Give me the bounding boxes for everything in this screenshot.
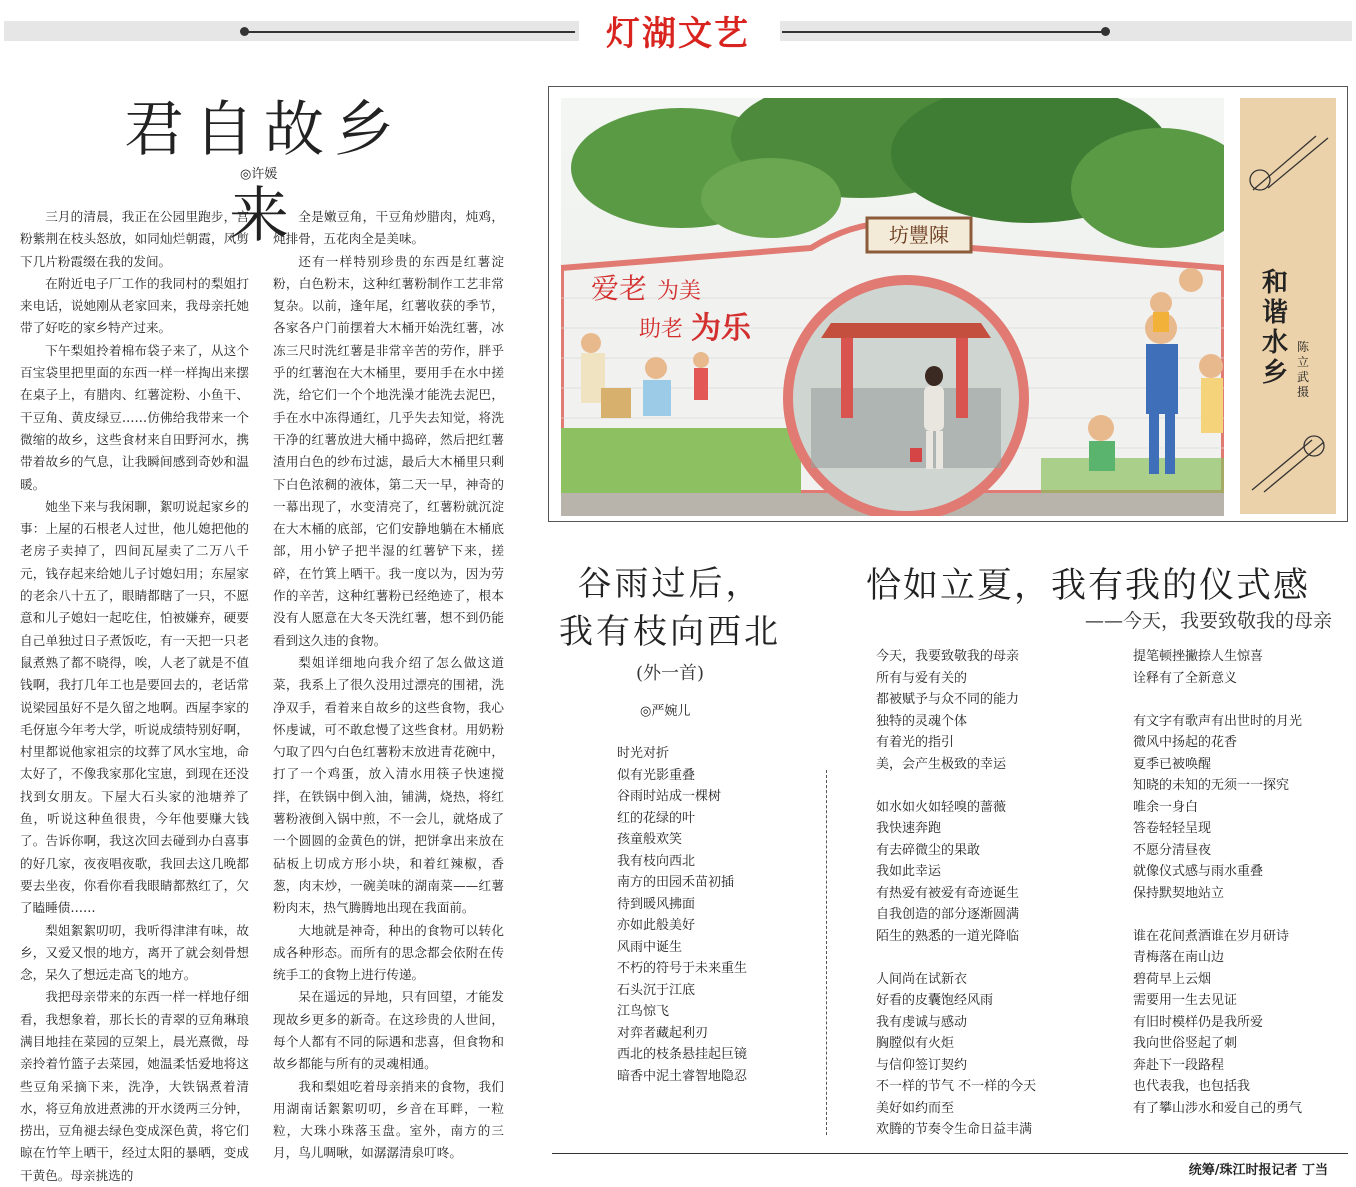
poem-line: 美，会产生极致的幸运 (876, 756, 1007, 772)
poem-line: 有热爱有被爱有奇迹诞生 (876, 885, 1020, 901)
poem-line: 自我创造的部分逐渐圆满 (876, 907, 1020, 922)
paragraph: 梨姐絮絮叨叨，我听得津津有味，故乡，又爱又恨的地方，离开了就会刻骨想念，呆久了想远走高飞的地方。 (20, 922, 249, 983)
poem-line: 保持默契地站立 (1133, 885, 1225, 901)
poem-line: 不朽的符号于未来重生 (617, 961, 748, 976)
sign-plaque-text: 坊豐陳 (889, 223, 949, 247)
poem-line: 西北的枝条悬挂起巨镜 (617, 1047, 748, 1062)
poem1-title-line1: 谷雨过后， (577, 564, 763, 604)
paragraph: 她坐下来与我闲聊，絮叨说起家乡的事：上屋的石根老人过世，他儿媳把他的老房子卖掉了，四间瓦屋卖了二万八千元，钱存起来给她儿子讨媳妇用；东屋家的老余八十五了，眼睛都瞎了一只，不愿意和儿子媳妇一起吃住，怕被嫌弃，硬要自己单独过日子煮饭吃，有一天把一只老鼠煮熟了都不晓得，唉，人老了就是不值钱啊，我打几年工也是要回去的，老话常说梁园虽好不是久留之地啊。西屋李家的毛伢崽今年考大学，听说成绩特别好啊，村里都说他家祖宗的坟葬了风水宝地，命太好了，不像我家那化宝崽，到现在还没找到女朋友。下屋大石头家的池塘养了鱼，听说这种鱼很贵，今年他要赚大钱了。告诉你啊，我这次回去碰到办白喜事的好几家，夜夜唱夜歌，我回去这几晚都要去坐夜，你看你看我眼睛都熬红了，欠了瞌睡债…… (20, 498, 249, 916)
mural-text-1: 爱老 (591, 272, 648, 305)
poem-line: 我如此幸运 (876, 864, 942, 879)
poem-line: 似有光影重叠 (617, 767, 696, 783)
poem1-title-line2: 我有枝向西北 (559, 612, 781, 652)
header-dot-right (1101, 27, 1110, 36)
stanza-gap (876, 947, 1036, 969)
poem-line: 亦如此般美好 (617, 918, 696, 933)
poem-line: 好看的皮囊饱经风雨 (876, 993, 994, 1008)
caption-decoration-bottom (1248, 428, 1330, 498)
paragraph: 三月的清晨，我正在公园里跑步，宫粉紫荆在枝头怒放，如同灿烂朝霞，风剪下几片粉霞缀在我的发间。 (20, 209, 249, 269)
photo-caption-author: 陈立武摄 (1296, 340, 1309, 399)
article-byline: ◎许媛 (240, 167, 278, 182)
poem-line: 对弈者藏起利刃 (617, 1025, 709, 1041)
poem-line: 答卷轻轻呈现 (1133, 821, 1212, 836)
poem-line: 江鸟惊飞 (617, 1004, 670, 1019)
photo-gate-mural (561, 98, 1224, 516)
paragraph: 我和梨姐吃着母亲捎来的食物，我们用湖南话絮絮叨叨，乡音在耳畔，一粒粒，大珠小珠落玉盘。室外，南方的三月，鸟儿啁啾，如潺潺清泉叮咚。 (273, 1078, 504, 1161)
article-column-1 (20, 206, 249, 1187)
poem-line: 夏季已被唤醒 (1133, 756, 1212, 772)
poem1-subtitle: (外一首) (635, 663, 705, 684)
poem-line: 时光对折 (617, 746, 670, 761)
poem-line: 独特的灵魂个体 (876, 713, 968, 729)
header-rule-left (245, 31, 575, 33)
poem-line: 唯余一身白 (1133, 799, 1199, 815)
poem-line: 有着光的指引 (876, 735, 955, 750)
poem-line: 我快速奔跑 (876, 821, 942, 836)
poem-line: 也代表我，也包括我 (1133, 1079, 1251, 1094)
paragraph: 全是嫩豆角，干豆角炒腊肉，炖鸡，炖排骨，五花肉全是美味。 (273, 209, 504, 247)
mural-text-2: 为美 (657, 279, 702, 304)
poem-line: 如水如火如轻嗅的蔷薇 (876, 799, 1007, 815)
footer-rule (552, 1153, 1348, 1154)
caption-decoration-top (1248, 128, 1330, 198)
poem-line: 谁在花间煮酒谁在岁月研诗 (1133, 928, 1290, 944)
poem2-title: 恰如立夏，我有我的仪式感 (865, 566, 1310, 606)
paragraph: 梨姐详细地向我介绍了怎么做这道菜，我系上了很久没用过漂亮的围裙，洗净双手，看着来自故乡的这些食物，我心怀虔诚，可不敢怠慢了这些食材。用奶粉勺取了四勺白色红薯粉末放进青花碗中，打了一个鸡蛋，放入清水用筷子快速搅拌，在铁锅中倒入油，铺满，烧热，将红薯粉液倒入锅中煎，不一会儿，就烙成了一个圆圆的金黄色的饼，把饼拿出来放在砧板上切成方形小块，和着红辣椒，香葱，肉末炒，一碗美味的湖南菜——红薯粉肉末，热气腾腾地出现在我面前。 (273, 654, 504, 916)
header-dot-left (240, 27, 249, 36)
poem2-column-1 (876, 646, 1036, 1141)
poem-line: 美好如约而至 (876, 1100, 955, 1116)
poem-line: 风雨中诞生 (617, 939, 683, 955)
poem-line: 奔赴下一段路程 (1133, 1057, 1225, 1073)
paragraph: 大地就是神奇，种出的食物可以转化成各种形态。而所有的思念都会依附在传统手工的食物上进行传递。 (273, 922, 504, 983)
stanza-gap (876, 775, 1036, 797)
poem-line: 有了攀山涉水和爱自己的勇气 (1133, 1100, 1303, 1116)
poem-line: 知晓的未知的无须一一探究 (1133, 778, 1290, 793)
poem-line: 我向世俗竖起了刺 (1133, 1036, 1238, 1051)
mural-text-3: 助老 (639, 317, 684, 342)
stanza-gap (1133, 904, 1302, 926)
poem-line: 陌生的熟悉的一道光降临 (876, 928, 1020, 944)
poem-line: 我有虔诚与感动 (876, 1014, 968, 1030)
poem-line: 暗香中泥土睿智地隐忍 (617, 1068, 748, 1084)
poem-line: 有文字有歌声有出世时的月光 (1133, 713, 1303, 729)
poem-line: 今天，我要致敬我的母亲 (876, 649, 1020, 664)
article-title: 君自故乡来 (124, 95, 404, 251)
paragraph: 还有一样特别珍贵的东西是红薯淀粉，白色粉末，这种红薯粉制作工艺非常复杂。以前，逢年尾，红薯收获的季节，各家各户门前摆着大木桶开始洗红薯，冰冻三尺时洗红薯是非常辛苦的劳作，胖乎乎的红薯泡在大木桶里，要用手在水中搓洗，给它们一个个地洗澡才能洗去泥巴，手在水中冻得通红，几乎失去知觉，将洗干净的红薯放进大桶中捣碎，然后把红薯渣用白色的纱布过滤，最后大木桶里只剩下白色浓稠的液体，第二天一早，神奇的一幕出现了，水变清亮了，红薯粉就沉淀在大木桶的底部，它们安静地躺在木桶底部，用小铲子把半湿的红薯铲下来，搓碎，在竹箕上晒干。我一度以为，因为劳作的辛苦，这种红薯粉已经绝迹了，根本没有人愿意在大冬天洗红薯，想不到仍能看到这久违的食物。 (273, 253, 504, 648)
section-title: 灯湖文艺 (606, 14, 750, 54)
poem-line: 提笔顿挫撇捺人生惊喜 (1133, 649, 1264, 664)
poem-line: 胸膛似有火炬 (876, 1036, 955, 1051)
poem-line: 孩童般欢笑 (617, 832, 683, 847)
poem2-subtitle: ——今天，我要致敬我的母亲 (1084, 610, 1332, 632)
article-column-2 (273, 206, 504, 1165)
poem-line: 与信仰签订契约 (876, 1057, 968, 1073)
poem-line: 所有与爱有关的 (876, 670, 968, 686)
paragraph: 下午梨姐拎着棉布袋子来了，从这个百宝袋里把里面的东西一样一样掏出来摆在桌子上，有腊肉、红薯淀粉、小鱼干、干豆角、黄皮绿豆……仿佛给我带来一个微缩的故乡，这些食材来自田野河水，携带着故乡的气息，让我瞬间感到奇妙和温暖。 (20, 342, 249, 492)
poem-line: 谷雨时站成一棵树 (617, 789, 722, 804)
poem-line: 有去碎微尘的果敢 (876, 842, 981, 858)
poem-line: 诠释有了全新意义 (1133, 670, 1238, 686)
poem-line: 不一样的节气 不一样的今天 (876, 1079, 1037, 1094)
poem-line: 红的花绿的叶 (617, 810, 696, 826)
stanza-gap (1133, 689, 1302, 711)
poem-line: 都被赋予与众不同的能力 (876, 692, 1020, 707)
poem-line: 微风中扬起的花香 (1133, 735, 1238, 750)
poem-line: 碧荷早上云烟 (1133, 971, 1212, 987)
mural-text-4: 为乐 (691, 311, 751, 346)
poem2-column-2 (1133, 646, 1302, 1119)
footer-credit: 统筹/珠江时报记者 丁当 (1188, 1163, 1328, 1178)
poem1-title (550, 560, 790, 656)
poem1-lines (617, 743, 747, 1087)
poem-line: 需要用一生去见证 (1133, 993, 1238, 1008)
poem-line: 有旧时模样仍是我所爱 (1133, 1014, 1264, 1030)
poem-line: 不愿分清昼夜 (1133, 842, 1212, 858)
paragraph: 在附近电子厂工作的我同村的梨姐打来电话，说她刚从老家回来，我母亲托她带了好吃的家乡特产过来。 (20, 275, 249, 336)
poem1-byline: ◎严婉儿 (640, 704, 691, 719)
poem-line: 人间尚在试新衣 (876, 971, 968, 987)
poem-line: 欢腾的节奏令生命日益丰满 (876, 1122, 1033, 1137)
header-rule-right (782, 31, 1107, 33)
poem-line: 就像仪式感与雨水重叠 (1133, 864, 1264, 879)
poem-column-divider (826, 770, 827, 1135)
poem-line: 青梅落在南山边 (1133, 950, 1225, 965)
paragraph: 呆在遥远的异地，只有回望，才能发现故乡更多的新奇。在这珍贵的人世间，每个人都有不同的际遇和悲喜，但食物和故乡都能与所有的灵魂相通。 (273, 989, 504, 1072)
poem-line: 石头沉于江底 (617, 982, 696, 998)
poem-line: 我有枝向西北 (617, 853, 696, 869)
paragraph: 我把母亲带来的东西一样一样地仔细看，我想象着，那长长的青翠的豆角琳琅满目地挂在菜园的豆架上，晨光熹微，母亲拎着竹篮子去菜园，她温柔恬爱地将这些豆角采摘下来，洗净，大铁锅煮着清水，将豆角放进煮沸的开水烫两三分钟，捞出，豆角褪去绿色变成深色黄，将它们晾在竹竿上晒干，经过太阳的暴晒，变成干黄色。母亲挑选的 (20, 989, 249, 1183)
poem-line: 南方的田园禾苗初插 (617, 875, 735, 890)
photo-caption-title: 和谐水乡 (1261, 268, 1288, 388)
poem-line: 待到暖风拂面 (617, 896, 696, 912)
